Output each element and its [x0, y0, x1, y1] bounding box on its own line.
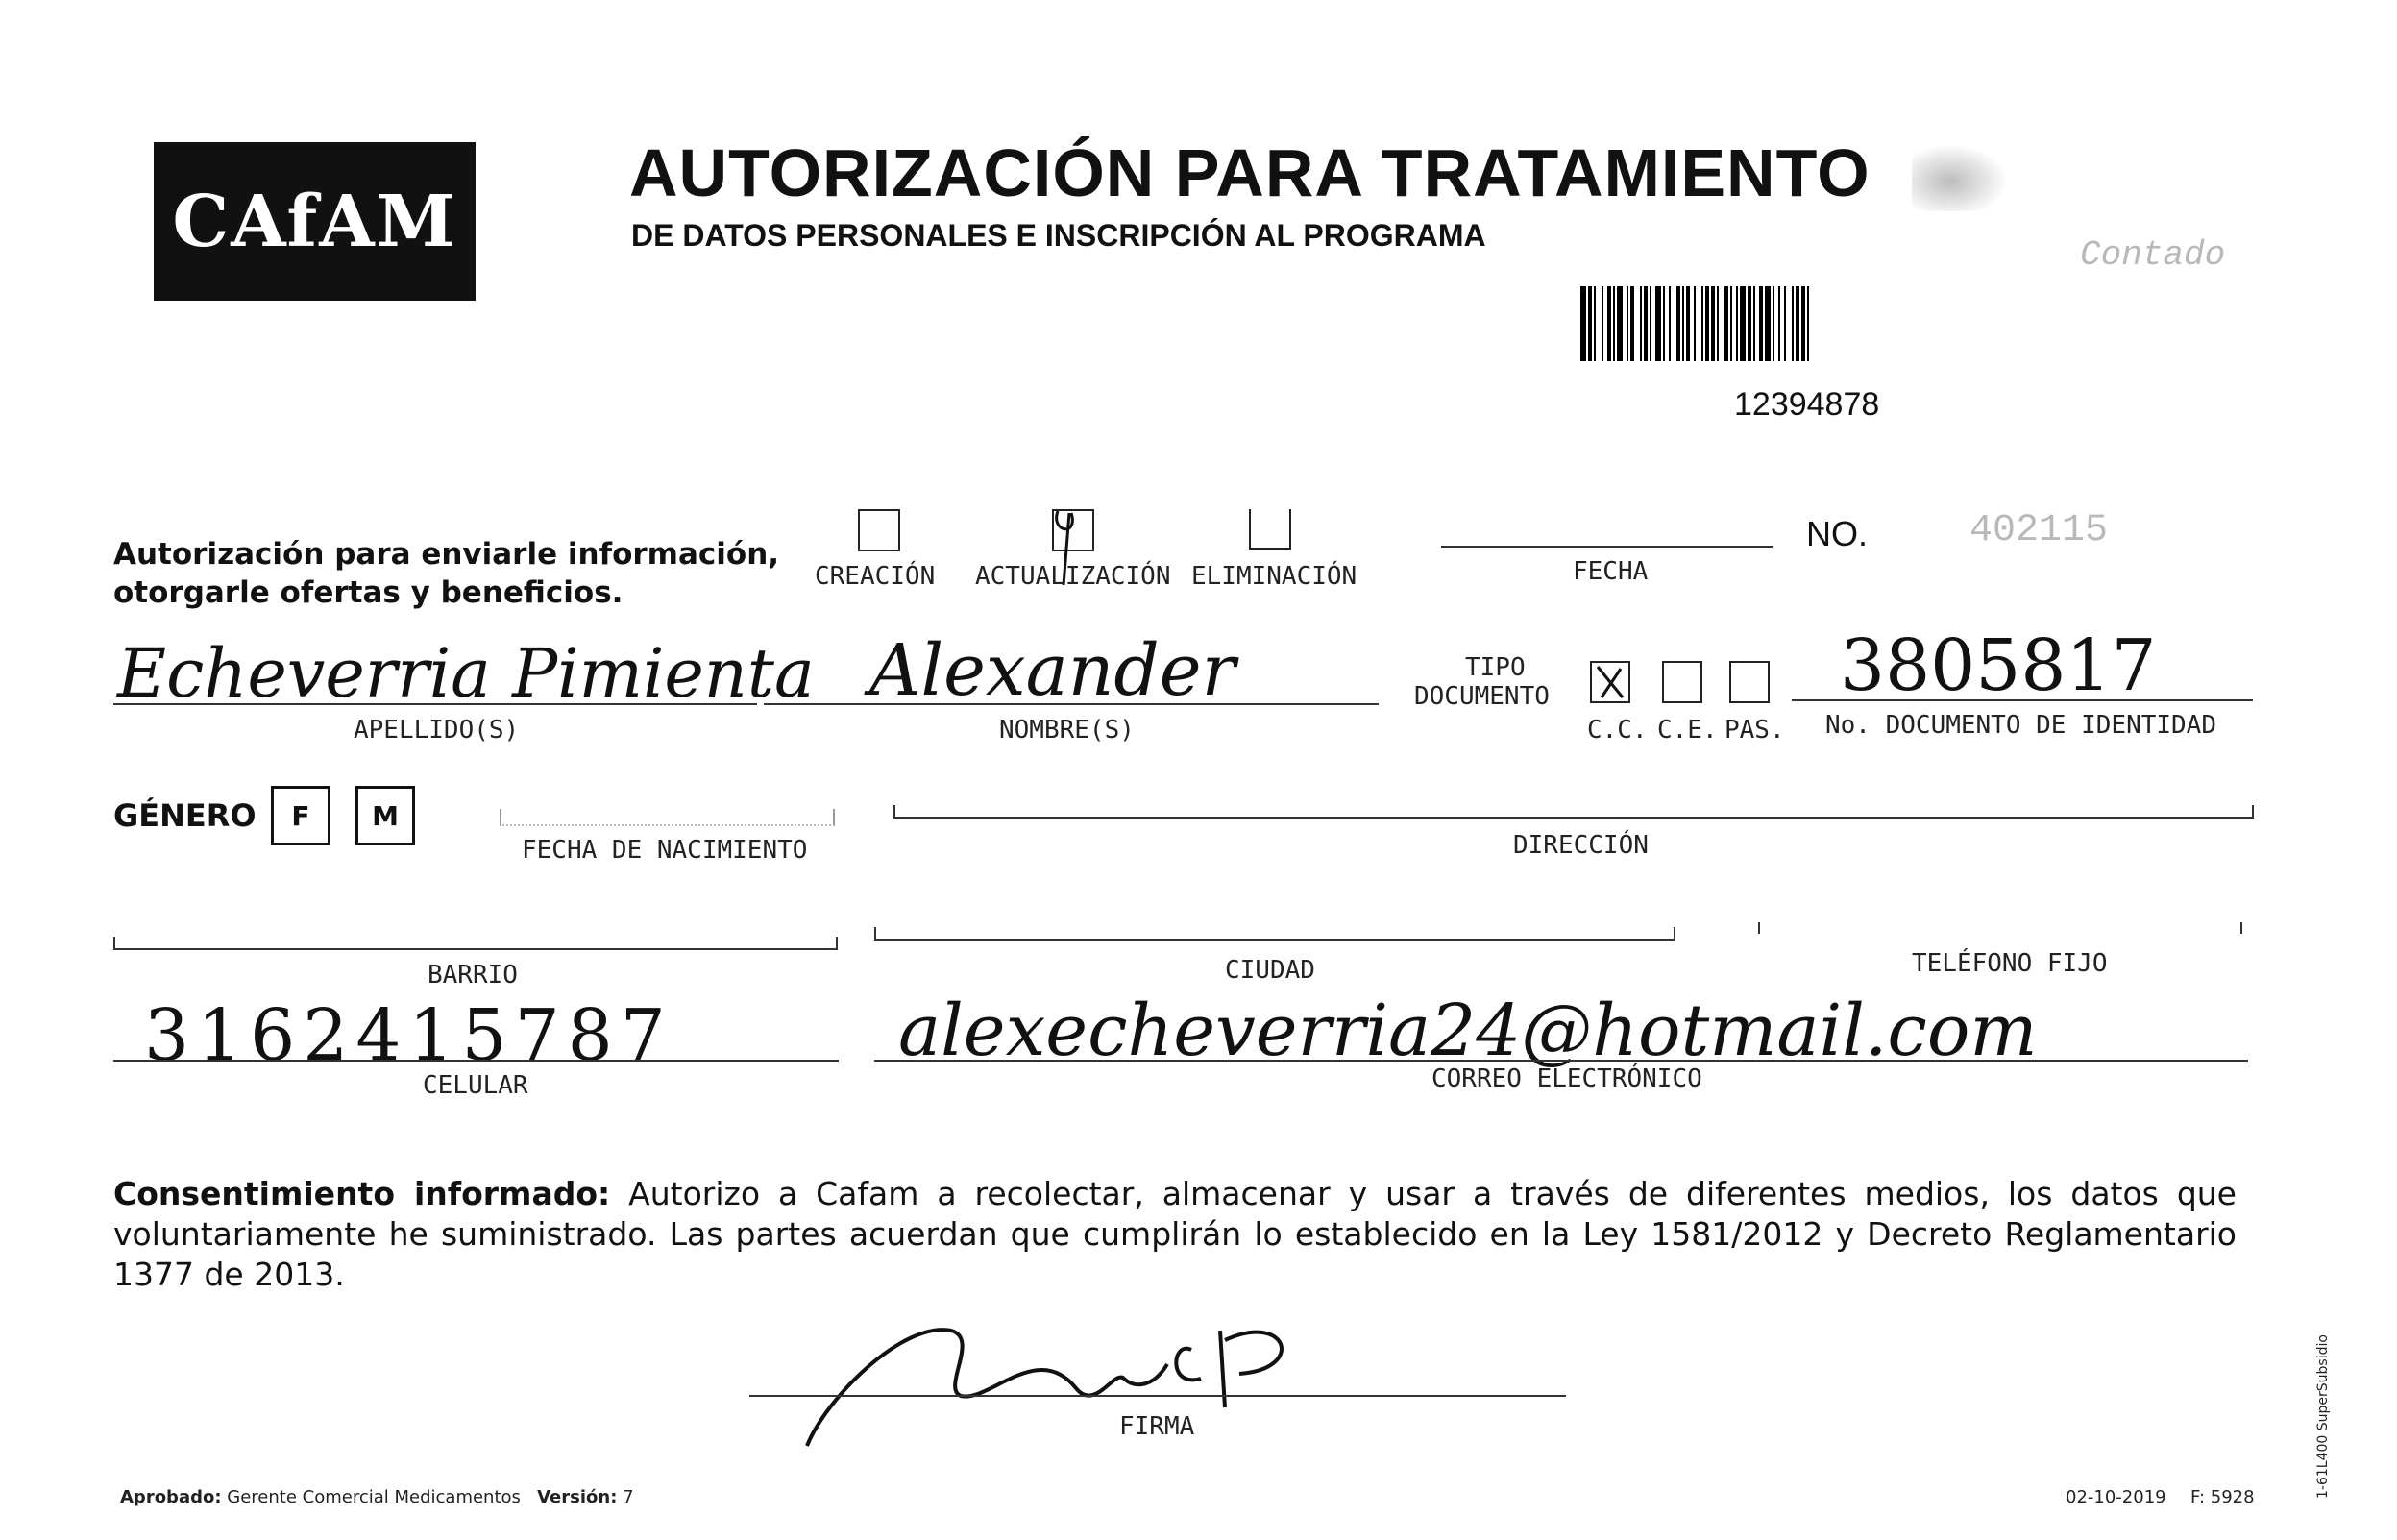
authorization-text: [113, 535, 779, 612]
correo-value[interactable]: alexecheverria24@hotmail.com: [898, 990, 2038, 1072]
version-label: Versión:: [537, 1487, 618, 1507]
telefono-field[interactable]: [1758, 922, 2242, 934]
cc-checkbox[interactable]: [1590, 661, 1630, 703]
no-value: 402115: [1969, 509, 2109, 552]
correo-line: [874, 1060, 2248, 1062]
ciudad-field[interactable]: [874, 927, 1675, 941]
eliminacion-checkbox[interactable]: [1249, 509, 1291, 550]
consent-paragraph: [113, 1174, 2237, 1295]
nombres-line: [764, 703, 1379, 705]
genero-m-checkbox[interactable]: [355, 786, 415, 845]
version-value: 7: [623, 1487, 634, 1507]
genero-f-checkbox[interactable]: [271, 786, 330, 845]
barcode-number: 12394878: [1734, 386, 1880, 423]
celular-label: CELULAR: [423, 1071, 528, 1100]
nombres-label: NOMBRE(S): [999, 716, 1135, 745]
consent-text: Autorizo a Cafam a recolectar, almacenar y usar a través de diferentes medios, los datos que voluntariamente he suministrado. Las partes acuerdan que cumplirán lo establecido en la Ley 1581/2012 y Decreto Reglamentario 1377 de 2013.: [113, 1175, 2237, 1293]
ce-label: C.E.: [1657, 716, 1718, 745]
documento-label: DOCUMENTO: [1414, 682, 1550, 711]
barrio-field[interactable]: [113, 937, 838, 950]
ciudad-label: CIUDAD: [1225, 956, 1315, 985]
actualizacion-checkbox[interactable]: [1052, 509, 1094, 551]
stamp-text: Contado: [2080, 235, 2226, 275]
ink-smudge: [1912, 144, 2008, 211]
nombres-value[interactable]: Alexander: [869, 629, 1235, 712]
barcode: [1580, 286, 1965, 361]
tipo-label: TIPO: [1465, 653, 1526, 682]
genero-f-text: F: [291, 799, 310, 832]
fecha-line[interactable]: [1441, 546, 1773, 548]
firma-line[interactable]: [749, 1395, 1566, 1397]
barcode-bar: [1809, 286, 1815, 361]
footer-form-code: F: 5928: [2190, 1487, 2255, 1507]
genero-label: GÉNERO: [113, 797, 257, 834]
creacion-label: CREACIÓN: [815, 562, 936, 591]
footer-approval: [120, 1487, 634, 1507]
cc-label: C.C.: [1587, 716, 1648, 745]
documento-line: [1792, 699, 2253, 701]
eliminacion-label: ELIMINACIÓN: [1191, 562, 1357, 591]
direccion-label: DIRECCIÓN: [1513, 831, 1649, 860]
ce-checkbox[interactable]: [1662, 661, 1702, 703]
firma-label: FIRMA: [1119, 1412, 1195, 1441]
authorization-text-line1: Autorización para enviarle información,: [113, 537, 780, 572]
consent-lead: Consentimiento informado:: [113, 1175, 611, 1212]
telefono-label: TELÉFONO FIJO: [1912, 949, 2108, 978]
no-label: NO.: [1806, 514, 1869, 553]
correo-label: CORREO ELECTRÓNICO: [1431, 1064, 1702, 1093]
side-vertical-text: 1-61L400 SuperSubsidio: [2315, 1334, 2331, 1499]
aprobado-label: Aprobado:: [120, 1487, 222, 1507]
authorization-text-line2: otorgarle ofertas y beneficios.: [113, 575, 624, 610]
celular-line: [113, 1060, 839, 1062]
cafam-logo: CAfAM: [154, 142, 476, 301]
apellidos-value[interactable]: Echeverria Pimienta: [117, 634, 815, 713]
fecha-nacimiento-field[interactable]: [500, 809, 835, 826]
barrio-label: BARRIO: [428, 961, 518, 990]
direccion-field[interactable]: [893, 805, 2254, 819]
fecha-nacimiento-label: FECHA DE NACIMIENTO: [522, 836, 808, 865]
fecha-label: FECHA: [1573, 557, 1649, 586]
creacion-checkbox[interactable]: [858, 509, 900, 551]
documento-number-label: No. DOCUMENTO DE IDENTIDAD: [1825, 711, 2216, 740]
apellidos-line: [113, 703, 757, 705]
pas-checkbox[interactable]: [1729, 661, 1770, 703]
form-title: AUTORIZACIÓN PARA TRATAMIENTO: [629, 135, 1871, 210]
aprobado-value: Gerente Comercial Medicamentos: [227, 1487, 521, 1507]
apellidos-label: APELLIDO(S): [354, 716, 520, 745]
documento-value[interactable]: 3805817: [1840, 624, 2157, 707]
actualizacion-label: ACTUALIZACIÓN: [975, 562, 1171, 591]
genero-m-text: M: [372, 799, 399, 832]
x-mark-icon: [1592, 663, 1628, 701]
celular-value[interactable]: 3162415787: [144, 994, 673, 1077]
footer-date: 02-10-2019: [2066, 1487, 2166, 1507]
form-subtitle: DE DATOS PERSONALES E INSCRIPCIÓN AL PROGRAMA: [631, 218, 1486, 253]
pas-label: PAS.: [1724, 716, 1785, 745]
